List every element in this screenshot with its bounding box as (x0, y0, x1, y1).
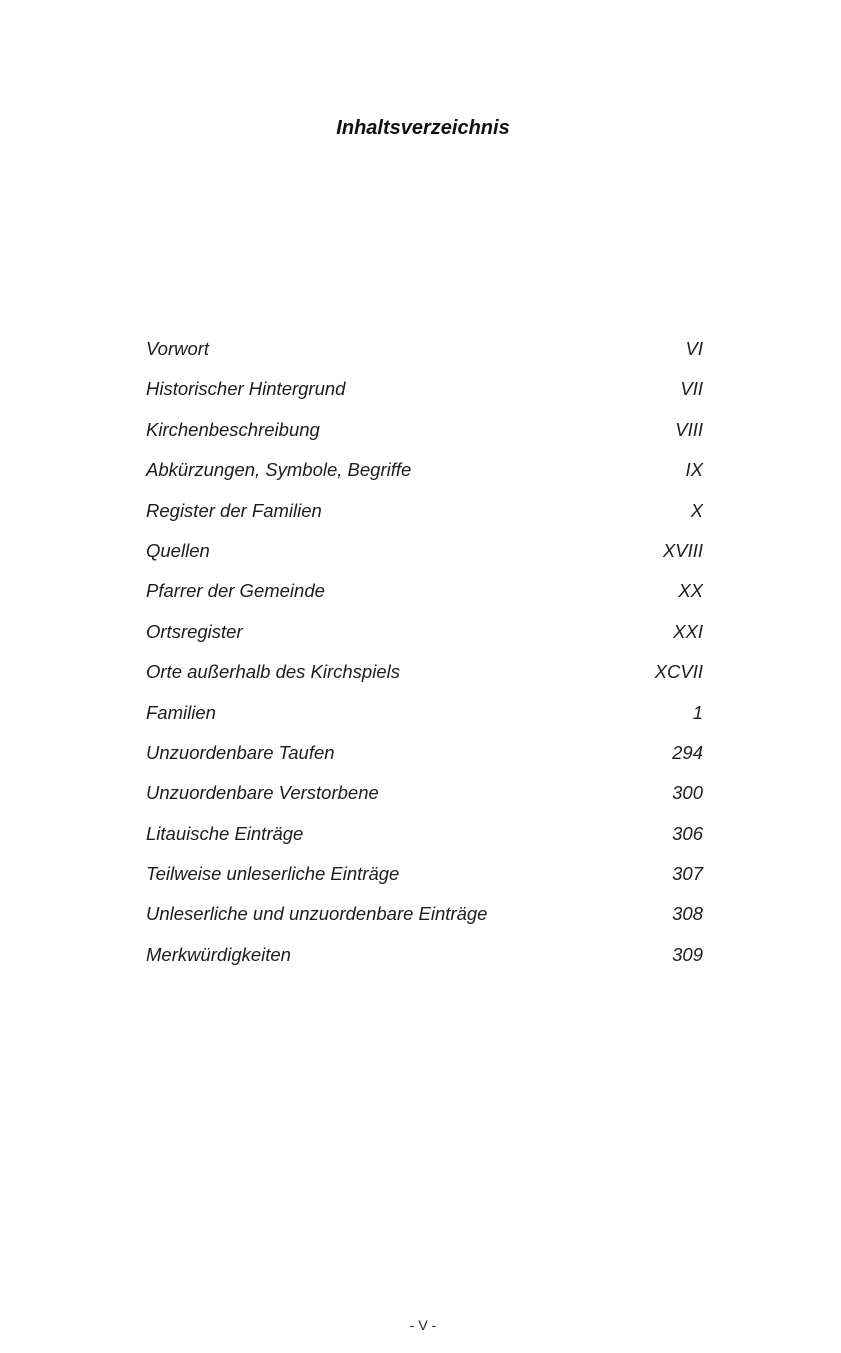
table-of-contents (146, 338, 703, 984)
toc-entry[interactable] (146, 782, 703, 822)
toc-entry[interactable] (146, 702, 703, 742)
toc-entry-label: Unzuordenbare Verstorbene (146, 782, 379, 804)
page-title: Inhaltsverzeichnis (336, 117, 510, 139)
toc-entry-page: XX (678, 580, 703, 602)
toc-entry[interactable] (146, 742, 703, 782)
toc-entry-page: 1 (692, 701, 703, 723)
toc-entry-page: 306 (672, 822, 703, 844)
toc-entry-page: XCVII (654, 661, 703, 683)
page-number: - V - (409, 1317, 437, 1333)
toc-entry-label: Abkürzungen, Symbole, Begriffe (146, 459, 412, 481)
toc-entry-page: X (690, 499, 703, 521)
toc-entry-page: VIII (675, 418, 703, 440)
toc-entry-label: Teilweise unleserliche Einträge (146, 863, 400, 885)
toc-entry-label: Orte außerhalb des Kirchspiels (146, 661, 400, 683)
toc-entry-label: Historischer Hintergrund (146, 378, 346, 400)
toc-entry-label: Ortsregister (146, 620, 243, 642)
toc-entry[interactable] (146, 661, 703, 701)
toc-entry-page: 309 (672, 943, 703, 965)
toc-entry-page: VI (685, 338, 703, 359)
toc-entry-label: Vorwort (146, 338, 210, 359)
toc-entry[interactable] (146, 459, 703, 499)
toc-entry-label: Quellen (146, 539, 210, 561)
toc-entry-label: Unzuordenbare Taufen (146, 741, 335, 763)
toc-entry[interactable] (146, 580, 703, 620)
toc-entry[interactable] (146, 338, 703, 378)
toc-entry-label: Merkwürdigkeiten (146, 943, 291, 965)
toc-entry-page: XXI (673, 620, 703, 642)
toc-entry[interactable] (146, 823, 703, 863)
toc-entry-page: IX (685, 459, 703, 481)
toc-entry-page: XVIII (662, 539, 703, 561)
toc-entry-label: Litauische Einträge (146, 822, 304, 844)
toc-entry-page: 307 (672, 863, 703, 885)
toc-entry[interactable] (146, 621, 703, 661)
toc-entry-label: Kirchenbeschreibung (146, 418, 320, 440)
toc-entry[interactable] (146, 419, 703, 459)
toc-entry[interactable] (146, 903, 703, 943)
toc-entry-page: 294 (672, 741, 703, 763)
toc-entry[interactable] (146, 378, 703, 418)
toc-entry-page: 300 (672, 782, 703, 804)
toc-entry[interactable] (146, 500, 703, 540)
toc-entry[interactable] (146, 944, 703, 984)
toc-entry[interactable] (146, 540, 703, 580)
toc-entry-label: Unleserliche und unzuordenbare Einträge (146, 903, 488, 925)
toc-entry-page: VII (680, 378, 703, 400)
toc-entry-label: Register der Familien (146, 499, 322, 521)
toc-entry[interactable] (146, 863, 703, 903)
toc-entry-label: Pfarrer der Gemeinde (146, 580, 325, 602)
toc-entry-page: 308 (672, 903, 703, 925)
toc-entry-label: Familien (146, 701, 216, 723)
